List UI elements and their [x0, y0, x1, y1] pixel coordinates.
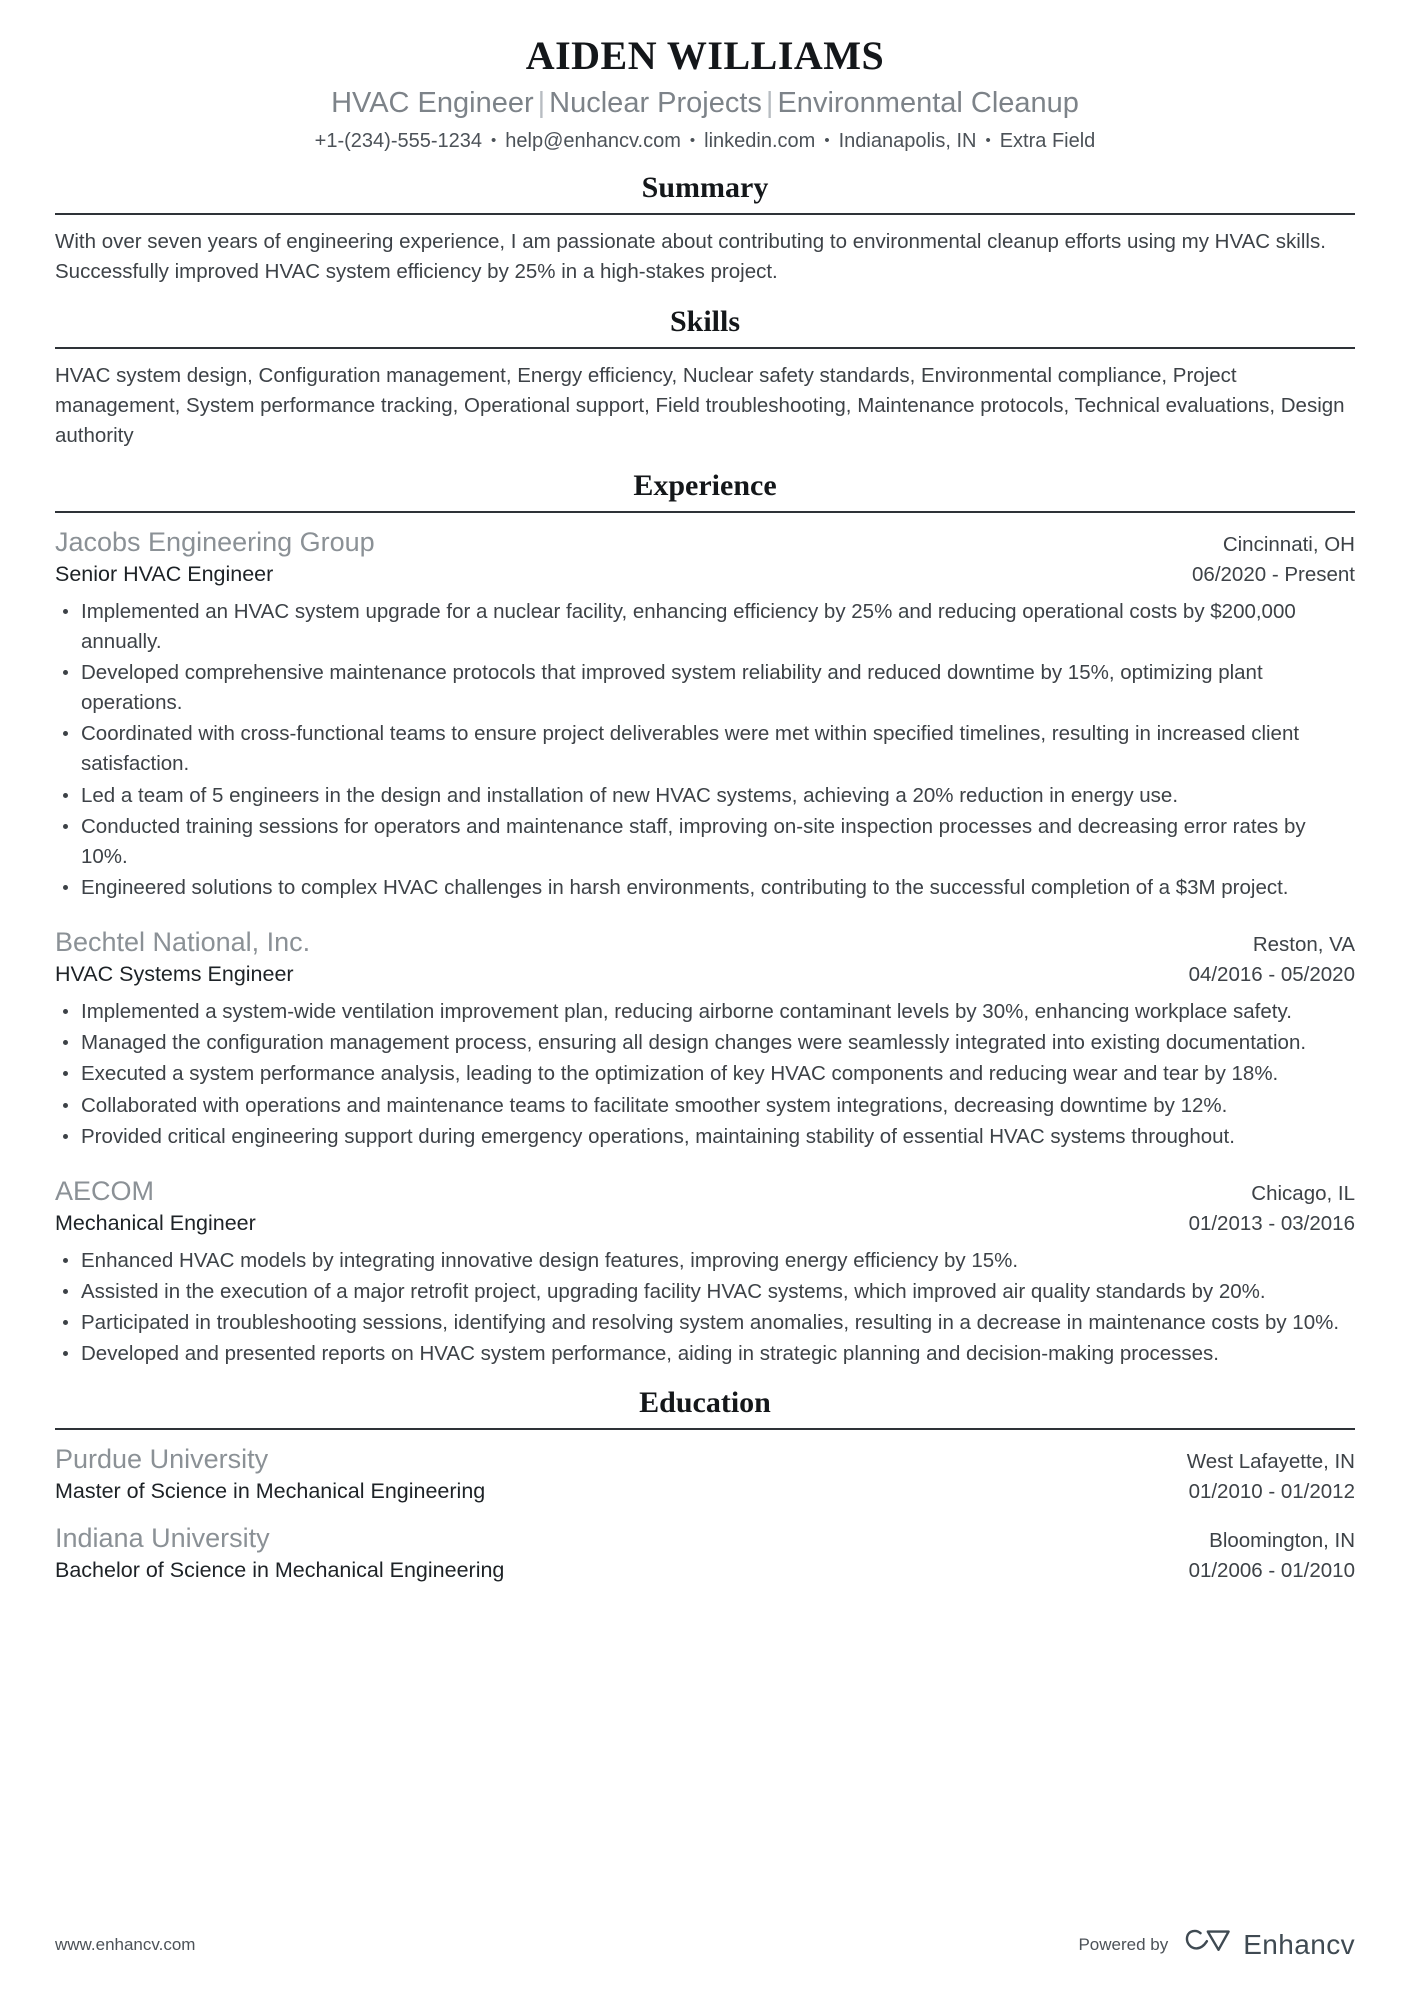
employer-name: Jacobs Engineering Group: [55, 526, 375, 557]
employer-location: Reston, VA: [1252, 933, 1355, 957]
entry-degree-row: [55, 1556, 1355, 1585]
education-entry-list: [55, 1442, 1355, 1584]
headline-part: Environmental Cleanup: [777, 86, 1079, 119]
footer-website-url[interactable]: www.enhancv.com: [55, 1934, 196, 1954]
section-title-experience: Experience: [633, 468, 777, 502]
contact-separator-icon: •: [824, 132, 830, 150]
headline-separator: |: [537, 86, 546, 119]
entry-org-row: [55, 925, 1355, 960]
candidate-contact-line: [55, 128, 1355, 154]
achievement-item: Managed the configuration management process, ensuring all design changes were seamlessly integrated into existing documentation.: [55, 1028, 1355, 1058]
experience-entry: [55, 1174, 1355, 1370]
achievement-item: Executed a system performance analysis, leading to the optimization of key HVAC components and reducing wear and tear by 18%.: [55, 1059, 1355, 1089]
entry-school-row: [55, 1521, 1355, 1556]
achievement-item: Led a team of 5 engineers in the design and installation of new HVAC systems, achieving a 20% reduction in energy use.: [55, 781, 1355, 811]
degree-dates: 01/2010 - 01/2012: [1188, 1480, 1355, 1504]
entry-role-row: [55, 1209, 1355, 1238]
section-experience: [55, 468, 1355, 1370]
entry-school-row: [55, 1442, 1355, 1477]
entry-org-row: [55, 1174, 1355, 1209]
resume-header: [55, 0, 1355, 154]
section-title-summary: Summary: [641, 171, 769, 205]
achievement-list: [55, 997, 1355, 1152]
degree-dates: 01/2006 - 01/2010: [1188, 1558, 1355, 1582]
achievement-list: [55, 597, 1355, 903]
experience-entry-list: [55, 525, 1355, 1370]
summary-text: With over seven years of engineering experience, I am passionate about contributing to environmental cleanup efforts using my HVAC skills. Successfully improved HVAC system efficiency by 25% in a high-stakes project.: [55, 230, 1326, 284]
achievement-item: Coordinated with cross-functional teams to ensure project deliverables were met within specified timelines, resulting in increased client satisfaction.: [55, 719, 1355, 779]
education-entry: [55, 1521, 1355, 1585]
enhancv-logo: [1185, 1928, 1355, 1961]
job-dates: 01/2013 - 03/2016: [1188, 1211, 1355, 1235]
job-title: HVAC Systems Engineer: [55, 962, 294, 987]
achievement-item: Enhanced HVAC models by integrating innovative design features, improving energy efficiency by 15%.: [55, 1246, 1355, 1276]
enhancv-mark-icon: [1185, 1928, 1231, 1961]
job-title: Mechanical Engineer: [55, 1210, 256, 1235]
employer-name: AECOM: [55, 1175, 155, 1206]
achievement-item: Provided critical engineering support during emergency operations, maintaining stability of essential HVAC systems throughout.: [55, 1122, 1355, 1152]
resume-footer: [55, 1928, 1355, 1961]
achievement-item: Conducted training sessions for operators and maintenance staff, improving on-site inspection processes and decreasing error rates by 10%.: [55, 812, 1355, 872]
enhancv-wordmark: Enhancv: [1243, 1928, 1355, 1960]
job-dates: 06/2020 - Present: [1192, 562, 1355, 586]
achievement-item: Engineered solutions to complex HVAC challenges in harsh environments, contributing to the successful completion of a $3M project.: [55, 873, 1355, 903]
powered-by-label: Powered by: [1078, 1934, 1169, 1954]
headline-part: Nuclear Projects: [549, 86, 762, 119]
experience-entry: [55, 925, 1355, 1152]
headline-part: HVAC Engineer: [331, 86, 534, 119]
employer-name: Bechtel National, Inc.: [55, 927, 311, 958]
contact-item[interactable]: Indianapolis, IN: [838, 130, 977, 153]
candidate-name: AIDEN WILLIAMS: [525, 33, 885, 78]
degree-title: Bachelor of Science in Mechanical Engineering: [55, 1557, 505, 1582]
experience-entry: [55, 525, 1355, 903]
school-name: Purdue University: [55, 1444, 269, 1475]
contact-item[interactable]: +1-(234)-555-1234: [314, 130, 483, 153]
contact-separator-icon: •: [985, 132, 991, 150]
achievement-item: Implemented an HVAC system upgrade for a nuclear facility, enhancing efficiency by 25% and reducing operational costs by $200,000 annually.: [55, 597, 1355, 657]
section-divider: [55, 213, 1355, 215]
contact-separator-icon: •: [491, 132, 497, 150]
employer-location: Chicago, IL: [1251, 1181, 1355, 1205]
school-location: West Lafayette, IN: [1186, 1450, 1355, 1474]
achievement-item: Collaborated with operations and maintenance teams to facilitate smoother system integrations, decreasing downtime by 12%.: [55, 1091, 1355, 1121]
job-title: Senior HVAC Engineer: [55, 561, 274, 586]
headline-separator: |: [765, 86, 774, 119]
section-title-education: Education: [639, 1386, 771, 1420]
contact-separator-icon: •: [689, 132, 696, 150]
section-title-skills: Skills: [669, 304, 741, 338]
employer-location: Cincinnati, OH: [1222, 532, 1355, 556]
entry-role-row: [55, 560, 1355, 589]
section-education: [55, 1385, 1355, 1584]
contact-item[interactable]: help@enhancv.com: [505, 130, 681, 153]
section-divider: [55, 1428, 1355, 1430]
section-divider: [55, 511, 1355, 513]
achievement-item: Assisted in the execution of a major retrofit project, upgrading facility HVAC systems, which improved air quality standards by 20%.: [55, 1277, 1355, 1307]
section-skills: [55, 304, 1355, 452]
achievement-item: Developed and presented reports on HVAC system performance, aiding in strategic planning and decision-making processes.: [55, 1339, 1355, 1369]
entry-degree-row: [55, 1477, 1355, 1506]
contact-item[interactable]: linkedin.com: [704, 130, 816, 153]
achievement-item: Developed comprehensive maintenance protocols that improved system reliability and reduced downtime by 15%, optimizing plant operations.: [55, 658, 1355, 718]
candidate-headline: [55, 85, 1355, 121]
degree-title: Master of Science in Mechanical Engineering: [55, 1479, 486, 1504]
section-summary: [55, 170, 1355, 288]
contact-item[interactable]: Extra Field: [999, 130, 1096, 153]
footer-branding: [1078, 1928, 1355, 1961]
section-divider: [55, 347, 1355, 349]
job-dates: 04/2016 - 05/2020: [1188, 963, 1355, 987]
school-location: Bloomington, IN: [1209, 1528, 1355, 1552]
entry-org-row: [55, 525, 1355, 560]
skills-text: HVAC system design, Configuration management, Energy efficiency, Nuclear safety standards, Environmental compliance, Project management, System performance tracking, Operational support, Field troubleshooting, Maintenance protocols, Technical evaluations, Design authority: [55, 363, 1345, 448]
achievement-list: [55, 1246, 1355, 1370]
entry-role-row: [55, 960, 1355, 989]
achievement-item: Implemented a system-wide ventilation improvement plan, reducing airborne contaminant levels by 30%, enhancing workplace safety.: [55, 997, 1355, 1027]
education-entry: [55, 1442, 1355, 1506]
school-name: Indiana University: [55, 1522, 270, 1553]
achievement-item: Participated in troubleshooting sessions, identifying and resolving system anomalies, resulting in a decrease in maintenance costs by 10%.: [55, 1308, 1355, 1338]
